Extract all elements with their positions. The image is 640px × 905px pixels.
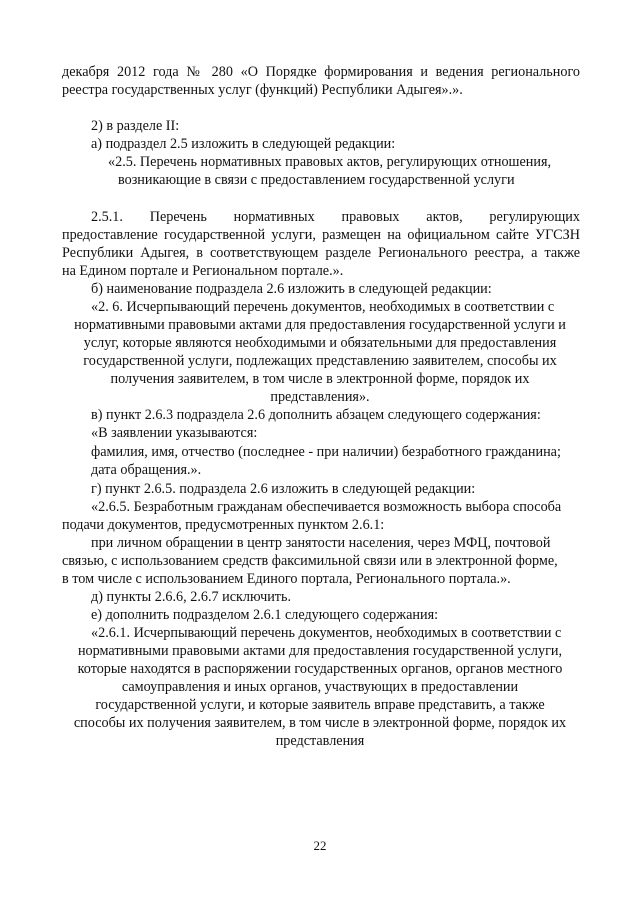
text-line: представления».: [270, 389, 370, 405]
text-line: подачи документов, предусмотренных пунктом 2.6.1:: [62, 517, 385, 533]
text-line: реестра государственных услуг (функций) Республики Адыгея».».: [62, 82, 463, 98]
text-line: получения заявителем, в том числе в электронной форме, порядок их: [110, 371, 530, 387]
text-line: «2. 6. Исчерпывающий перечень документов, необходимых в соответствии с: [91, 299, 555, 315]
text-line: при личном обращении в центр занятости населения, через МФЦ, почтовой: [91, 535, 551, 551]
text-line: г) пункт 2.6.5. подраздела 2.6 изложить в следующей редакции:: [91, 481, 476, 497]
page-number: 22: [313, 838, 327, 853]
text-line: д) пункты 2.6.6, 2.6.7 исключить.: [91, 589, 292, 605]
text-line: услуг, которые являются необходимыми и обязательными для предоставления: [83, 335, 557, 351]
text-line: на Едином портале и Региональном портале.».: [62, 263, 344, 279]
text-line: нормативными правовыми актами для предоставления государственной услуги и: [74, 317, 566, 333]
text-line: «В заявлении указываются:: [91, 425, 258, 441]
text-line: б) наименование подраздела 2.6 изложить в следующей редакции:: [91, 281, 492, 297]
text-line: 2) в разделе II:: [91, 118, 180, 134]
text-line: нормативными правовыми актами для предоставления государственной услуги,: [77, 643, 563, 659]
text-line: государственной услуги, и которые заявитель вправе представить, а также: [95, 697, 545, 713]
text-line: в том числе с использованием Единого портала, Регионального портала.».: [62, 571, 511, 587]
text-line: предоставление государственной услуги, размещен на официальном сайте УГСЗН: [62, 227, 580, 243]
text-line: в) пункт 2.6.3 подраздела 2.6 дополнить абзацем следующего содержания:: [91, 407, 541, 423]
text-line: способы их получения заявителем, в том числе в электронной форме, порядок их: [73, 715, 567, 731]
text-line: Республики Адыгея, в соответствующем разделе Регионального реестра, а также: [62, 245, 580, 261]
text-line: декабря 2012 года № 280 «О Порядке формирования и ведения регионального: [62, 64, 580, 80]
text-line: которые находятся в распоряжении государственных органов, органов местного: [77, 661, 563, 677]
text-line: е) дополнить подразделом 2.6.1 следующего содержания:: [91, 607, 439, 623]
text-line: связью, с использованием средств факсимильной связи или в электронной форме,: [62, 553, 558, 569]
text-line: дата обращения.».: [91, 462, 202, 478]
text-line: а) подраздел 2.5 изложить в следующей редакции:: [91, 136, 396, 152]
text-line: возникающие в связи с предоставлением государственной услуги: [118, 172, 515, 188]
text-line: государственной услуги, подлежащих представлению заявителем, способы их: [83, 353, 557, 369]
text-line: самоуправления и иных органов, участвующих в предоставлении: [121, 679, 519, 695]
text-line: 2.5.1. Перечень нормативных правовых актов, регулирующих: [91, 209, 580, 225]
text-line: «2.5. Перечень нормативных правовых актов, регулирующих отношения,: [108, 154, 552, 170]
text-line: «2.6.1. Исчерпывающий перечень документов, необходимых в соответствии с: [91, 625, 562, 641]
text-line: представления: [275, 733, 365, 749]
text-line: «2.6.5. Безработным гражданам обеспечивается возможность выбора способа: [91, 499, 562, 515]
text-line: фамилия, имя, отчество (последнее - при наличии) безработного гражданина;: [91, 444, 561, 460]
